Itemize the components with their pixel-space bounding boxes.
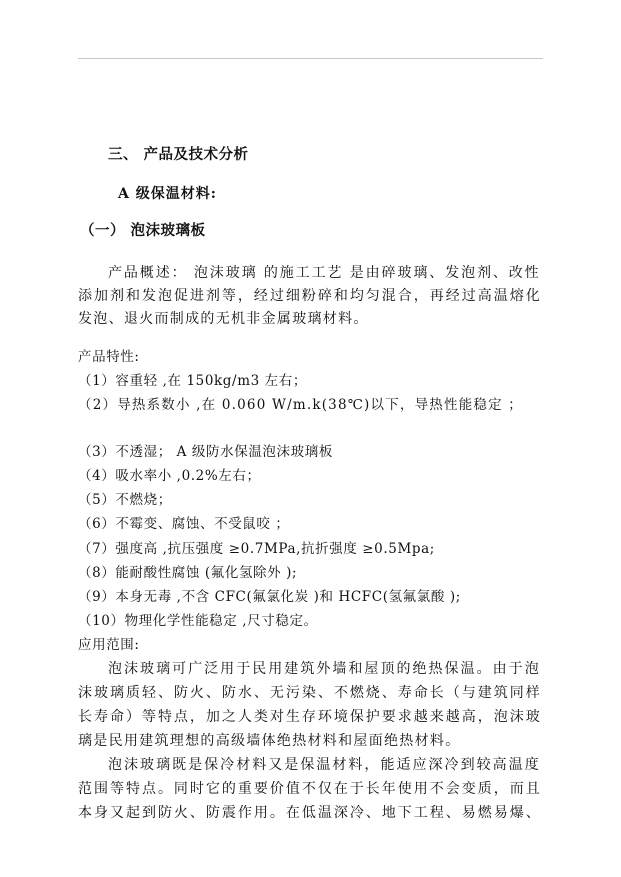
overview-line: 添加剂和发泡促进剂等，经过细粉碎和均匀混合，再经过高温熔化 [78,288,541,304]
property-item: （2）导热系数小 ,在 0.060 W/m.k(38℃)以下，导热性能稳定 ； [78,397,524,413]
application-line: 本身又起到防火、防震作用。在低温深冷、地下工程、易燃易爆、 [78,805,541,821]
application-line: 泡沫玻璃可广泛用于民用建筑外墙和屋顶的绝热保温。由于泡 [108,661,540,677]
properties-title: 产品特性: [78,349,140,365]
property-item: （1）容重轻 ,在 150kg/m3 左右； [78,373,307,389]
property-item: （4）吸水率小 ,0.2%左右； [78,468,261,484]
header-rule [78,58,543,59]
item-heading: （一） 泡沫玻璃板 [80,222,206,239]
property-item: （7）强度高 ,抗压强度 ≥0.7MPa,抗折强度 ≥0.5Mpa; [78,541,435,557]
application-line: 泡沫玻璃既是保冷材料又是保温材料，能适应深冷到较高温度 [108,757,540,773]
application-title: 应用范围: [78,637,140,653]
property-item: （8）能耐酸性腐蚀 (氟化氢除外 ); [78,565,298,581]
subsection-heading: A 级保温材料: [118,186,217,202]
application-line: 长寿命）等特点，加之人类对生存环境保护要求越来越高，泡沫玻 [78,709,541,725]
property-item: （3）不透湿； A 级防水保温泡沫玻璃板 [78,444,333,460]
application-line: 璃是民用建筑理想的高级墙体绝热材料和屋面绝热材料。 [78,733,461,749]
property-item: （9）本身无毒 ,不含 CFC(氟氯化炭 )和 HCFC(氢氟氯酸 ); [78,589,461,605]
overview-line: 发泡、退火而制成的无机非金属玻璃材料。 [78,311,369,327]
overview-line: 产品概述： 泡沫玻璃 的施工工艺 是由碎玻璃、发泡剂、改性 [108,265,540,281]
property-item: （5）不燃烧； [78,492,172,508]
property-item: （10）物理化学性能稳定 ,尺寸稳定。 [78,613,318,629]
property-item: （6）不霉变、腐蚀、不受鼠咬 ； [78,516,290,532]
application-line: 范围等特点。同时它的重要价值不仅在于长年使用不会变质，而且 [78,781,541,797]
section-heading: 三、 产品及技术分析 [108,146,249,163]
application-line: 沫玻璃质轻、防火、防水、无污染、不燃烧、寿命长（与建筑同样 [78,685,541,701]
